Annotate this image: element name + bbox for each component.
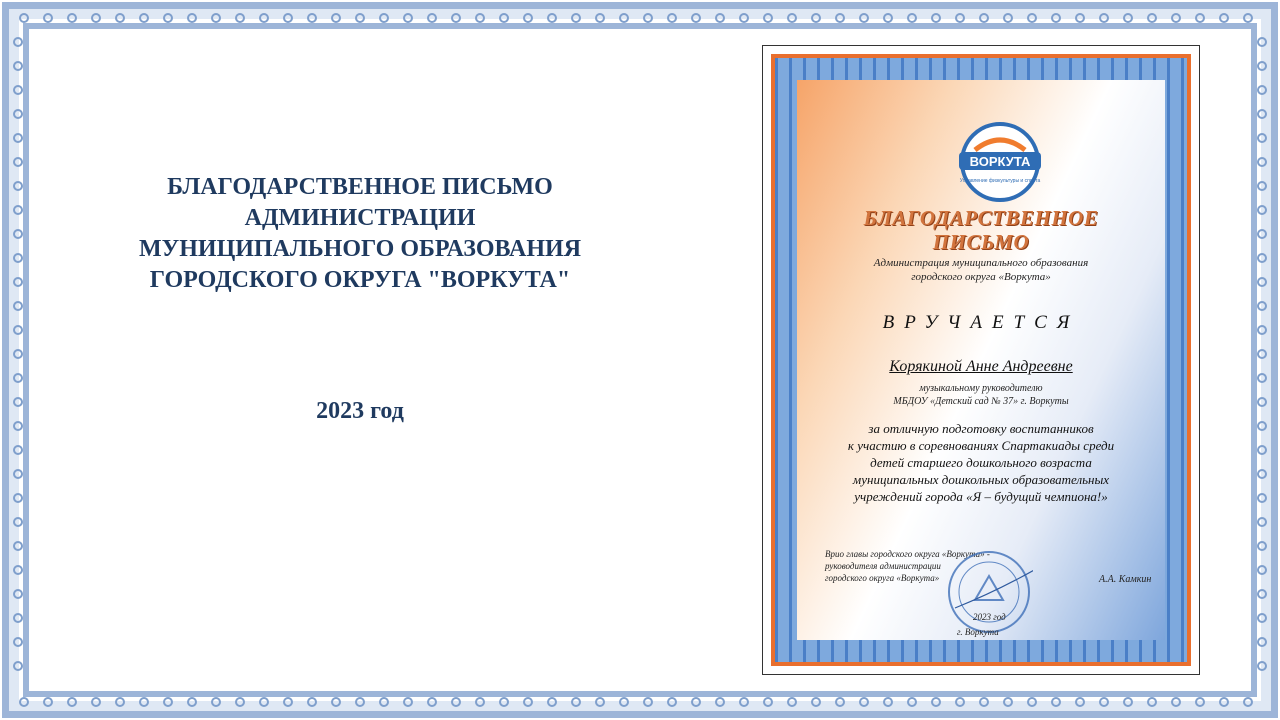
slide-title-line: БЛАГОДАРСТВЕННОЕ ПИСЬМО — [167, 174, 553, 200]
logo-text: ВОРКУТА — [969, 154, 1031, 169]
slide-title-line: ГОРОДСКОГО ОКРУГА "ВОРКУТА" — [149, 267, 571, 293]
letter-heading-line: БЛАГОДАРСТВЕННОЕ — [863, 206, 1099, 230]
reason-line: детей старшего дошкольного возраста — [870, 455, 1092, 470]
awarded-label: ВРУЧАЕТСЯ — [882, 312, 1080, 333]
letter-heading — [797, 206, 1165, 254]
position-line: музыкальному руководителю — [919, 383, 1043, 394]
issuer-line: городского округа «Воркута» — [911, 271, 1051, 283]
document-city: г. Воркута — [957, 627, 999, 637]
signature-line: городского округа «Воркута» — [825, 573, 940, 583]
letter-heading-line: ПИСЬМО — [932, 230, 1030, 254]
recipient-name: Корякиной Анне Андреевне — [889, 358, 1073, 375]
reason-line: муниципальных дошкольных образовательных — [852, 472, 1110, 487]
recipient-position — [797, 382, 1165, 408]
letter-sport-border — [775, 58, 1187, 662]
logo-subtitle: Управление физкультуры и спорта — [959, 178, 1041, 184]
signature-line: Врио главы городского округа «Воркута» - — [825, 549, 990, 559]
position-line: МБДОУ «Детский сад № 37» г. Воркуты — [893, 396, 1069, 407]
reason-line: за отличную подготовку воспитанников — [868, 421, 1094, 436]
vorkuta-logo-icon — [945, 120, 1055, 210]
letter-photo — [762, 45, 1200, 675]
award-reason — [817, 420, 1145, 505]
slide-title-line: АДМИНИСТРАЦИИ — [244, 205, 476, 231]
issuer-line: Администрация муниципального образования — [873, 257, 1089, 269]
letter-orange-edge — [771, 54, 1191, 666]
signature-line: руководителя администрации — [825, 561, 941, 571]
slide-title-line: МУНИЦИПАЛЬНОГО ОБРАЗОВАНИЯ — [138, 236, 582, 262]
signer-name: А.А. Камкин — [1099, 574, 1152, 585]
letter-paper — [797, 80, 1165, 640]
reason-line: учреждений города «Я – будущий чемпиона!» — [854, 489, 1108, 504]
slide-title — [90, 172, 630, 296]
slide-year: 2023 год — [316, 398, 404, 424]
official-seal-icon — [945, 548, 1033, 636]
document-year: 2023 год — [973, 612, 1006, 622]
reason-line: к участию в соревнованиях Спартакиады среди — [847, 438, 1115, 453]
issuer — [817, 256, 1145, 284]
